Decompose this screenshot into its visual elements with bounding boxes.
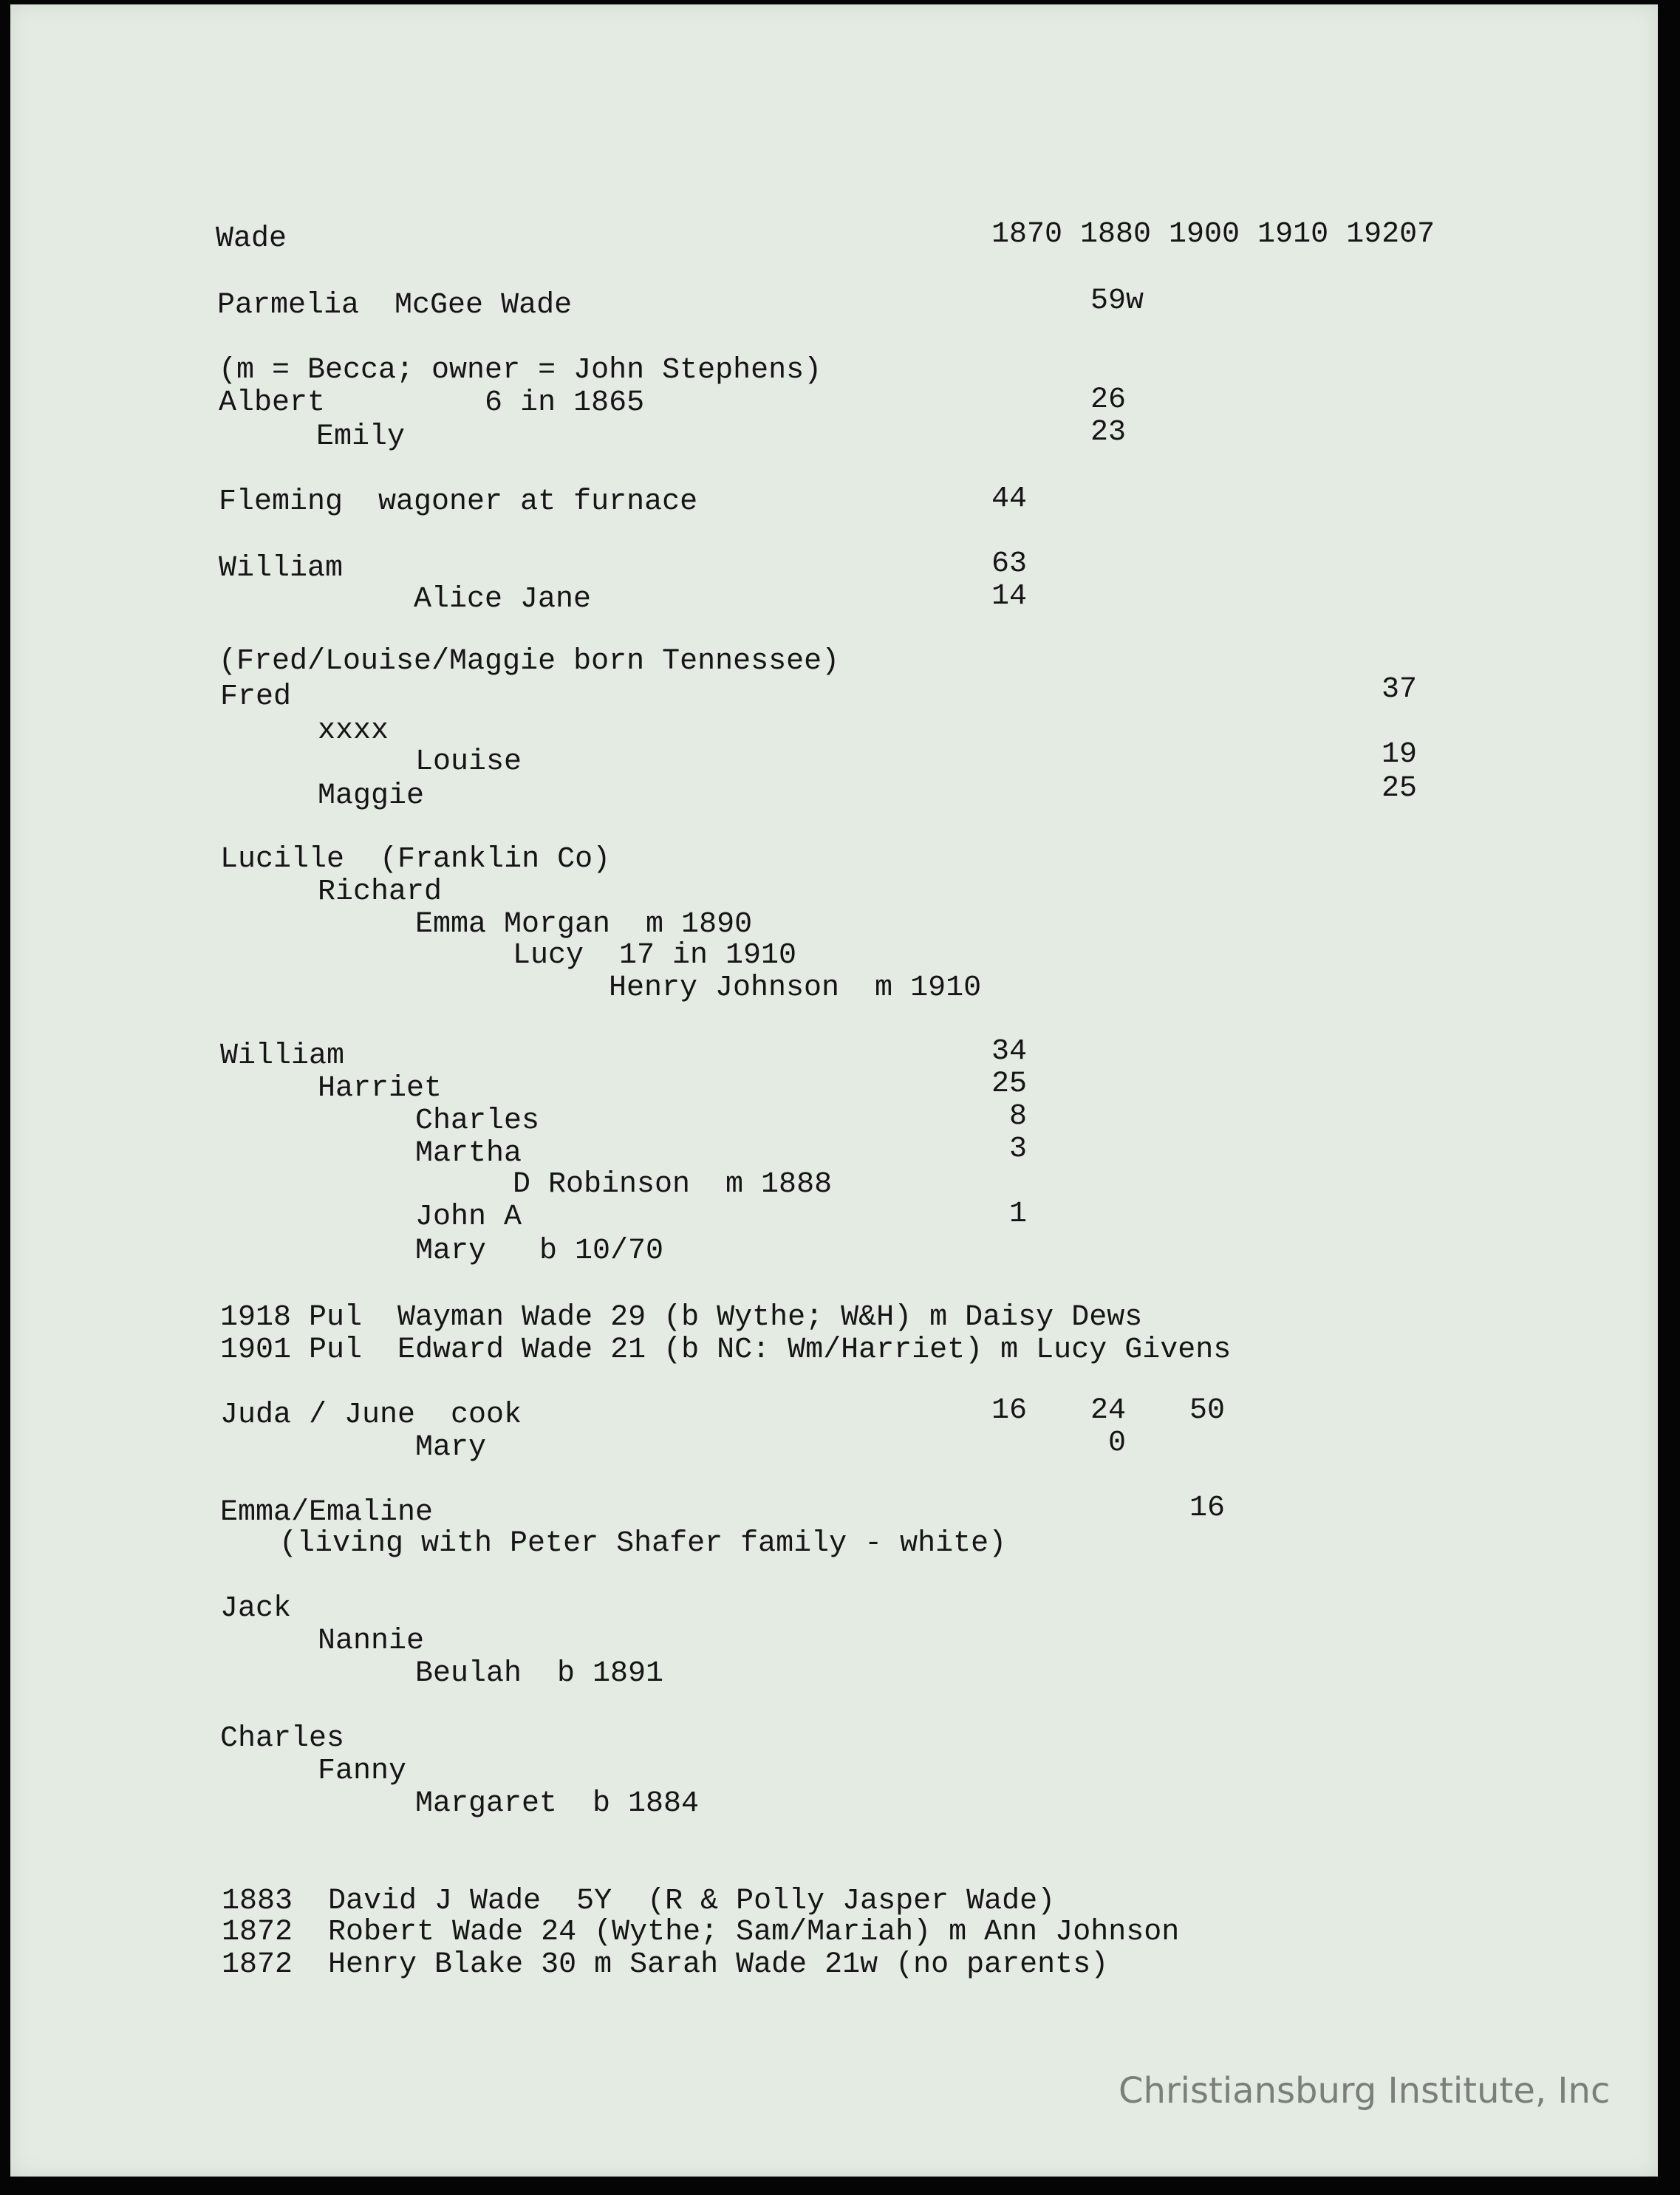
surname-heading: Wade: [216, 222, 287, 256]
entry-fanny: Fanny: [318, 1755, 407, 1788]
age-fleming-1870: 44: [991, 482, 1028, 516]
entry-mary-1: Mary b 10/70: [415, 1235, 664, 1268]
document-page: [10, 4, 1658, 2177]
entry-emma-morgan: Emma Morgan m 1890: [415, 908, 753, 941]
entry-jack: Jack: [220, 1592, 292, 1625]
record-1918-pul: 1918 Pul Wayman Wade 29 (b Wythe; W&H) m Daisy Dews: [220, 1301, 1143, 1334]
age-john-a-1870: 1: [1009, 1198, 1028, 1231]
record-1883: 1883 David J Wade 5Y (R & Polly Jasper Wade): [222, 1885, 1056, 1918]
entry-charles-2: Charles: [220, 1722, 345, 1755]
entry-fleming: Fleming wagoner at furnace: [219, 485, 698, 519]
entry-emma-emaline: Emma/Emaline: [220, 1496, 434, 1529]
entry-henry-johnson: Henry Johnson m 1910: [609, 972, 982, 1005]
age-harriet-1870: 25: [991, 1068, 1028, 1101]
age-parmelia-1880: 59w: [1090, 284, 1144, 318]
entry-beulah: Beulah b 1891: [415, 1657, 664, 1690]
age-emma-emaline-1900: 16: [1189, 1492, 1226, 1525]
age-mary-2-1880: 0: [1108, 1427, 1127, 1460]
note-tennessee: (Fred/Louise/Maggie born Tennessee): [219, 645, 840, 678]
entry-lucy: Lucy 17 in 1910: [513, 939, 797, 972]
entry-nannie: Nannie: [318, 1625, 425, 1658]
age-fred-1920: 37: [1382, 673, 1418, 706]
age-william-1-1870: 63: [991, 547, 1028, 581]
entry-harriet: Harriet: [318, 1072, 443, 1105]
entry-john-a: John A: [415, 1201, 522, 1234]
entry-mary-2: Mary: [415, 1431, 487, 1464]
note-becca-owner: (m = Becca; owner = John Stephens): [219, 354, 822, 387]
entry-fred: Fred: [220, 680, 292, 714]
age-juda-1880: 24: [1090, 1394, 1127, 1427]
record-1872-henry: 1872 Henry Blake 30 m Sarah Wade 21w (no parents): [222, 1948, 1109, 1981]
age-emily-1880: 23: [1090, 416, 1127, 449]
age-louise-1920: 19: [1382, 738, 1418, 771]
entry-xxxx: xxxx: [318, 714, 389, 748]
entry-juda: Juda / June cook: [220, 1399, 522, 1432]
note-shafer-family: (living with Peter Shafer family - white): [279, 1527, 1007, 1560]
entry-richard: Richard: [318, 875, 443, 909]
age-charles-1-1870: 8: [1009, 1100, 1028, 1133]
age-maggie-1920: 25: [1382, 772, 1418, 805]
entry-albert: Albert 6 in 1865: [219, 386, 645, 420]
record-1872-robert: 1872 Robert Wade 24 (Wythe; Sam/Mariah) m Ann Johnson: [222, 1916, 1180, 1949]
entry-d-robinson: D Robinson m 1888: [513, 1168, 833, 1201]
entry-parmelia: Parmelia McGee Wade: [217, 289, 573, 322]
entry-maggie: Maggie: [318, 779, 425, 813]
age-albert-1880: 26: [1090, 383, 1127, 417]
age-juda-1900: 50: [1189, 1394, 1226, 1427]
entry-alice-jane: Alice Jane: [414, 583, 592, 616]
age-martha-1870: 3: [1009, 1133, 1028, 1166]
record-1901-pul: 1901 Pul Edward Wade 21 (b NC: Wm/Harriet) m Lucy Givens: [220, 1334, 1232, 1367]
entry-lucille: Lucille (Franklin Co): [220, 843, 611, 876]
entry-emily: Emily: [316, 420, 406, 454]
entry-margaret: Margaret b 1884: [415, 1787, 700, 1820]
entry-charles-1: Charles: [415, 1105, 540, 1138]
watermark: Christiansburg Institute, Inc: [1119, 2070, 1611, 2112]
entry-louise: Louise: [415, 745, 522, 779]
age-alice-jane-1870: 14: [991, 580, 1028, 613]
entry-william-1: William: [219, 552, 344, 585]
age-juda-1870: 16: [991, 1394, 1028, 1427]
entry-martha: Martha: [415, 1137, 522, 1170]
entry-william-2: William: [220, 1040, 345, 1073]
census-years-header: 1870 1880 1900 1910 19207: [991, 218, 1435, 251]
age-william-2-1870: 34: [991, 1035, 1028, 1068]
